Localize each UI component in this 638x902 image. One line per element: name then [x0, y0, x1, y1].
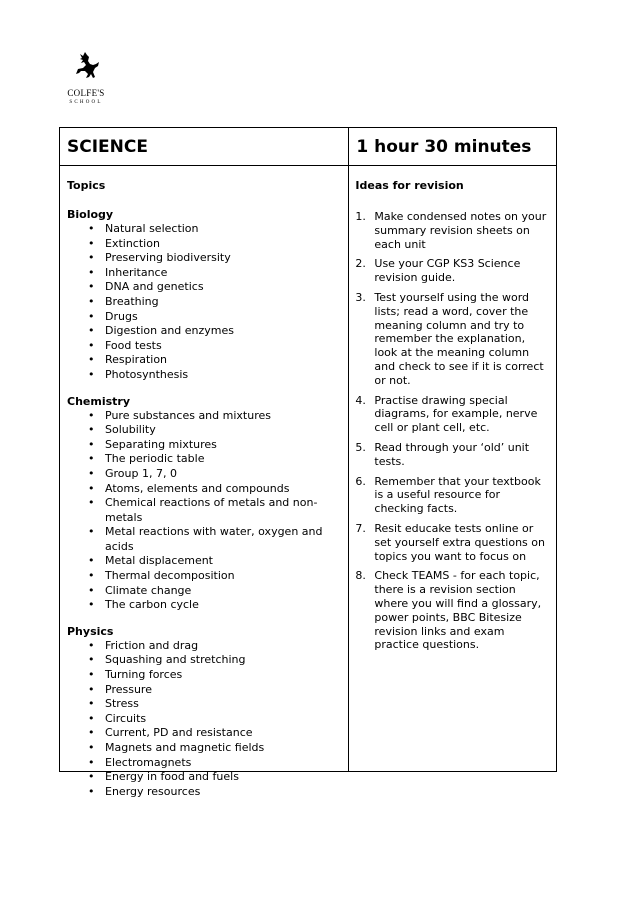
idea-number: 6. — [355, 474, 366, 488]
topic-item: • DNA and genetics — [67, 280, 348, 295]
topic-item: • Separating mixtures — [67, 438, 348, 453]
topics-heading: Topics — [67, 179, 106, 192]
topic-item: • Natural selection — [67, 222, 348, 237]
topic-item: • Energy in food and fuels — [67, 770, 348, 785]
topic-item: • Stress — [67, 697, 348, 712]
idea-number: 3. — [355, 290, 366, 304]
idea-text: Use your CGP KS3 Science revision guide. — [374, 257, 521, 285]
idea-item — [355, 394, 550, 435]
topic-item: • Atoms, elements and compounds — [67, 482, 348, 497]
topic-item: • Respiration — [67, 353, 348, 368]
topics-column — [60, 166, 348, 798]
idea-text: Practise drawing special diagrams, for example, nerve cell or plant cell, etc. — [374, 393, 538, 435]
idea-number: 1. — [355, 210, 366, 223]
exam-duration: 1 hour 30 minutes — [356, 137, 532, 157]
topic-item: • Preserving biodiversity — [67, 251, 348, 266]
topic-item: • Friction and drag — [67, 639, 348, 654]
idea-item — [355, 291, 550, 388]
deer-crest-icon — [68, 50, 104, 86]
idea-number: 7. — [355, 521, 366, 535]
topic-item: • Metal reactions with water, oxygen and acids — [67, 525, 348, 554]
revision-table — [59, 127, 557, 798]
topic-item: • Magnets and magnetic fields — [67, 741, 348, 756]
subject-heading: Chemistry — [67, 394, 130, 408]
topic-item: • Thermal decomposition — [67, 569, 348, 584]
idea-text: Resit educake tests online or set yourself extra questions on topics you want to focus on — [374, 521, 545, 563]
topic-item: • Food tests — [67, 339, 348, 354]
idea-number: 8. — [355, 569, 366, 583]
ideas-column — [349, 166, 556, 771]
idea-item — [355, 522, 550, 563]
topic-list — [67, 639, 348, 800]
idea-text: Remember that your textbook is a useful resource for checking facts. — [374, 474, 541, 516]
topic-item: • Photosynthesis — [67, 368, 348, 383]
topic-item: • Pure substances and mixtures — [67, 409, 348, 424]
topic-item: • Metal displacement — [67, 554, 348, 569]
logo-name: COLFE'S — [67, 88, 105, 98]
ideas-heading: Ideas for revision — [355, 179, 464, 192]
subject-heading: Biology — [67, 208, 114, 221]
topic-item: • Energy resources — [67, 785, 348, 800]
idea-item — [355, 441, 550, 469]
idea-item — [355, 257, 550, 285]
topic-list — [67, 222, 348, 383]
topic-item: • Circuits — [67, 712, 348, 727]
idea-item — [355, 210, 550, 251]
idea-number: 4. — [355, 393, 366, 407]
topic-item: • Turning forces — [67, 668, 348, 683]
topic-item: • Extinction — [67, 237, 348, 252]
topic-item: • Digestion and enzymes — [67, 324, 348, 339]
topic-item: • The periodic table — [67, 452, 348, 467]
ideas-list — [355, 210, 550, 652]
subject-heading: Physics — [67, 624, 114, 638]
topic-item: • Electromagnets — [67, 756, 348, 771]
subject-title: SCIENCE — [67, 137, 148, 157]
topic-item: • Group 1, 7, 0 — [67, 467, 348, 482]
topic-item: • Pressure — [67, 683, 348, 698]
topic-item: • Current, PD and resistance — [67, 726, 348, 741]
topic-item: • Breathing — [67, 295, 348, 310]
topic-item: • Squashing and stretching — [67, 653, 348, 668]
topic-item: • Solubility — [67, 423, 348, 438]
topic-item: • Drugs — [67, 310, 348, 325]
school-logo — [58, 50, 114, 112]
idea-text: Read through your ‘old’ unit tests. — [374, 440, 530, 468]
idea-text: Test yourself using the word lists; read a word, cover the meaning column and try to remember the explanation, look at the meaning column and check to see if it is correct or not. — [374, 290, 544, 387]
topic-list — [67, 409, 348, 613]
topic-item: • Chemical reactions of metals and non-metals — [67, 496, 348, 525]
subject-lists — [67, 208, 348, 799]
topic-item: • Climate change — [67, 584, 348, 599]
idea-number: 5. — [355, 440, 366, 454]
idea-item — [355, 569, 550, 652]
logo-school: SCHOOL — [69, 100, 103, 105]
topic-item: • Inheritance — [67, 266, 348, 281]
idea-item — [355, 475, 550, 516]
idea-text: Make condensed notes on your summary revision sheets on each unit — [374, 210, 547, 251]
idea-number: 2. — [355, 257, 366, 271]
topic-item: • The carbon cycle — [67, 598, 348, 613]
idea-text: Check TEAMS - for each topic, there is a revision section where you will find a glossary, power points, BBC Bitesize revision links and exam practice questions. — [374, 569, 542, 652]
